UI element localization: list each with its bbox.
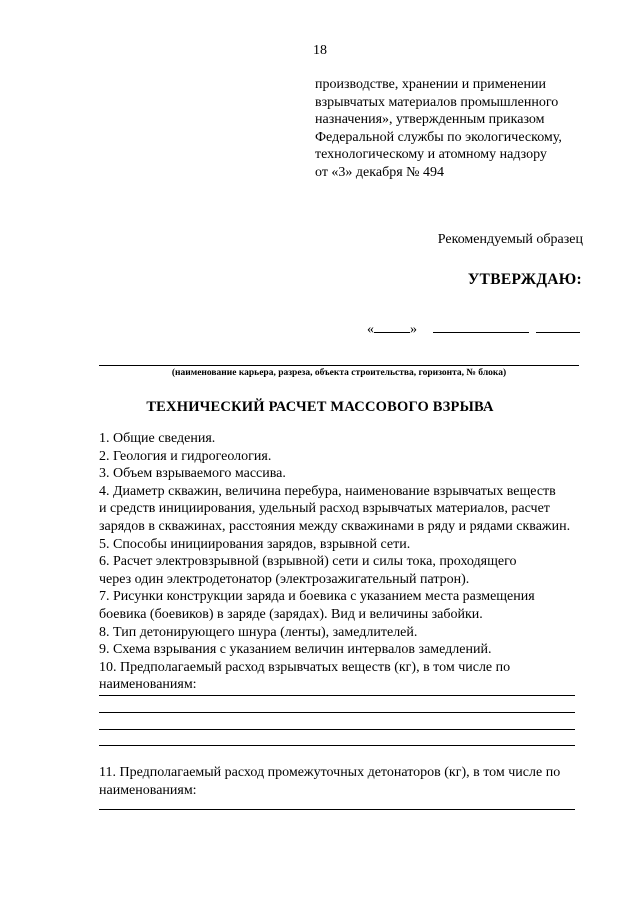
item-line: 6. Расчет электровзрывной (взрывной) сети и силы тока, проходящего bbox=[99, 554, 517, 570]
item-line: через один электродетонатор (электрозажигательный патрон). bbox=[99, 571, 470, 587]
item-line: 8. Тип детонирующего шнура (ленты), замедлителей. bbox=[99, 624, 418, 640]
approval-date-line bbox=[367, 320, 580, 338]
fill-in-line bbox=[99, 729, 575, 730]
month-blank bbox=[433, 320, 529, 333]
calculation-items-list bbox=[99, 430, 585, 694]
date-close-quote: » bbox=[410, 322, 417, 337]
object-name-line bbox=[99, 365, 579, 366]
item-line: 1. Общие сведения. bbox=[99, 431, 216, 446]
approve-heading: УТВЕРЖДАЮ: bbox=[467, 271, 582, 288]
item-line: 5. Способы инициирования зарядов, взрывной сети. bbox=[99, 536, 411, 552]
year-blank bbox=[536, 320, 580, 333]
document-title: ТЕХНИЧЕСКИЙ РАСЧЕТ МАССОВОГО ВЗРЫВА bbox=[146, 399, 494, 415]
order-reference-block bbox=[315, 76, 615, 182]
item-line: 7. Рисунки конструкции заряда и боевика с указанием места размещения bbox=[99, 589, 535, 605]
order-reference-line: Федеральной службы по экологическому, bbox=[315, 129, 562, 145]
order-reference-line: технологическому и атомному надзору bbox=[315, 147, 547, 163]
page-number: 18 bbox=[313, 43, 327, 58]
item-line: и средств инициирования, удельный расход взрывчатых материалов, расчет bbox=[99, 501, 550, 517]
recommended-sample-label: Рекомендуемый образец bbox=[437, 232, 583, 247]
item-line: 4. Диаметр скважин, величина перебура, наименование взрывчатых веществ bbox=[99, 483, 556, 499]
order-reference-line: взрывчатых материалов промышленного bbox=[315, 94, 559, 110]
date-open-quote: « bbox=[367, 322, 374, 337]
item-line: 9. Схема взрывания с указанием величин интервалов замедлений. bbox=[99, 642, 492, 658]
item-line: наименованиям: bbox=[99, 782, 197, 798]
item-line: 10. Предполагаемый расход взрывчатых веществ (кг), в том числе по bbox=[99, 659, 511, 675]
fill-in-line bbox=[99, 745, 575, 746]
item-11-block bbox=[99, 764, 585, 799]
order-reference-line: от «3» декабря № 494 bbox=[315, 164, 444, 180]
object-name-caption: (наименование карьера, разреза, объекта строительства, горизонта, № блока) bbox=[171, 368, 507, 378]
item-line: 2. Геология и гидрогеология. bbox=[99, 448, 272, 464]
item-line: 11. Предполагаемый расход промежуточных детонаторов (кг), в том числе по bbox=[99, 765, 561, 780]
item-line: зарядов в скважинах, расстояния между скважинами в ряду и рядами скважин. bbox=[99, 518, 571, 534]
order-reference-line: назначения», утвержденным приказом bbox=[315, 112, 545, 128]
fill-in-line bbox=[99, 695, 575, 696]
order-reference-line: производстве, хранении и применении bbox=[315, 77, 546, 92]
fill-in-line bbox=[99, 809, 575, 810]
item-line: 3. Объем взрываемого массива. bbox=[99, 466, 286, 482]
item-line: боевика (боевиков) в заряде (зарядах). Вид и величины забойки. bbox=[99, 606, 483, 622]
fill-in-line bbox=[99, 712, 575, 713]
item-line: наименованиям: bbox=[99, 677, 197, 693]
day-blank bbox=[374, 320, 410, 333]
